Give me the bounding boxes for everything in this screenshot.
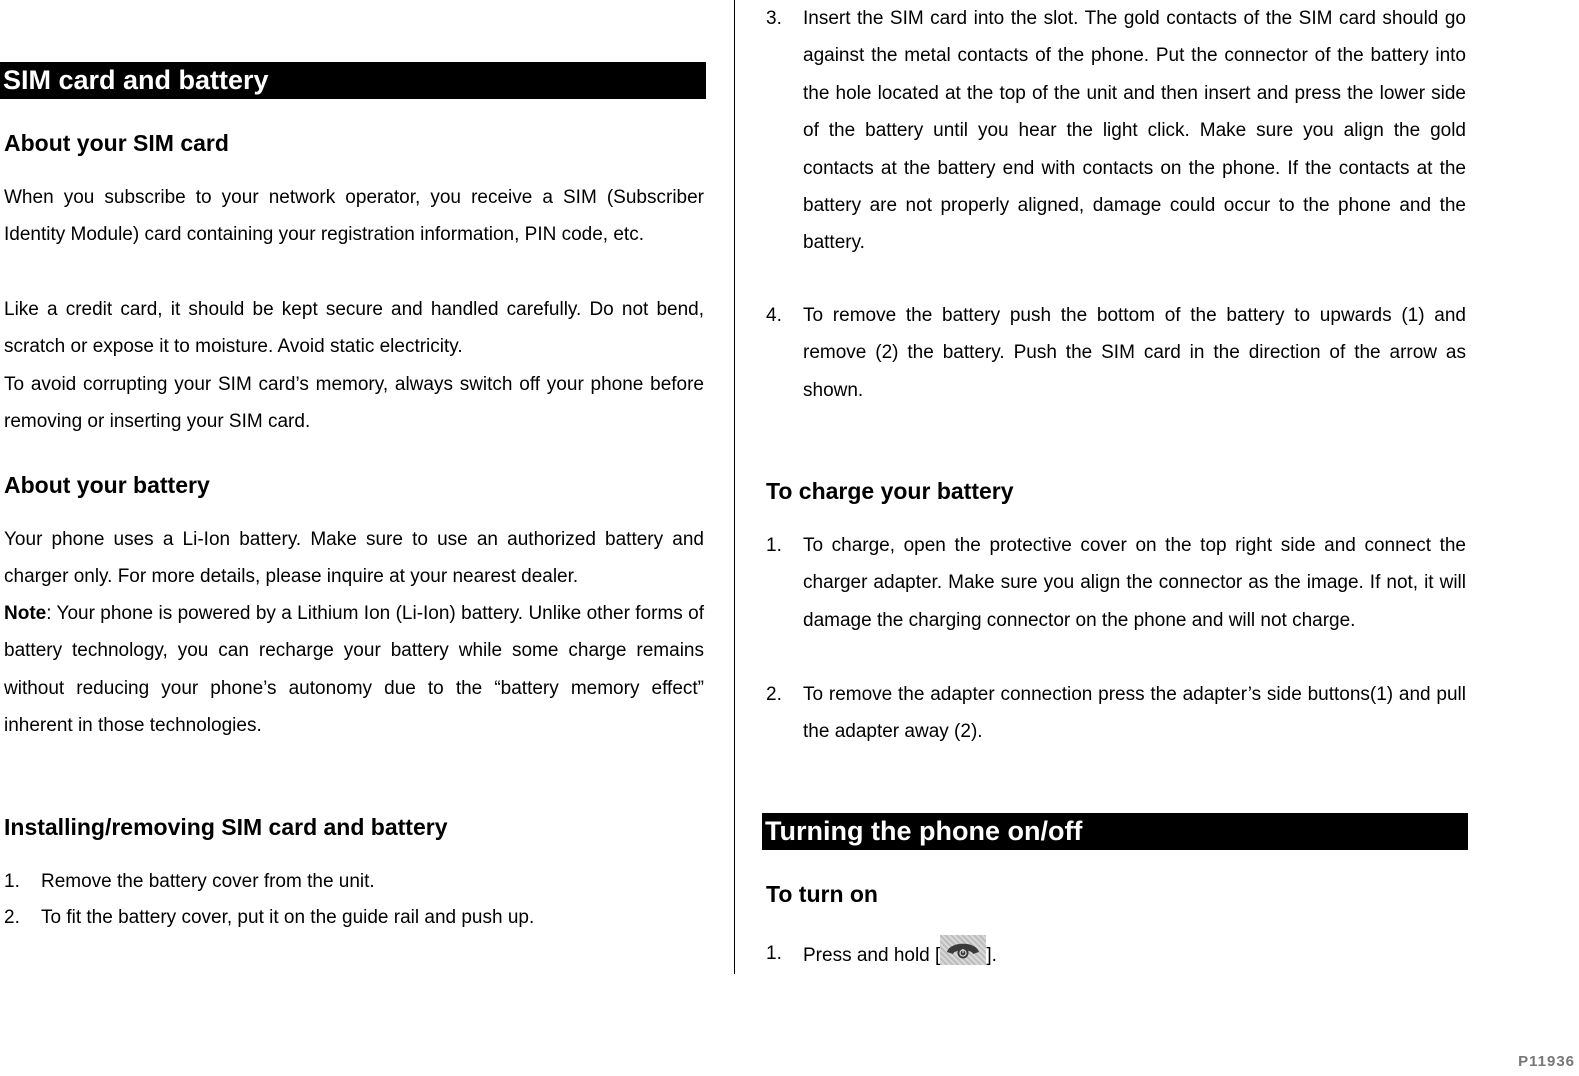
- list-number: 1.: [766, 943, 782, 964]
- note-label: Note: [4, 603, 47, 624]
- page-number: P11936: [1518, 1053, 1575, 1070]
- list-number: 3.: [766, 8, 782, 29]
- list-text: To charge, open the protective cover on the top right side and connect the charger adapter. Make sure you align the connector as the image. If not, it will damage the charging connector on the phone and will not charge.: [803, 535, 1466, 631]
- list-text: Remove the battery cover from the unit.: [41, 871, 375, 892]
- list-item: [766, 676, 1466, 751]
- list-number: 1.: [766, 535, 782, 556]
- sim-paragraph-3: To avoid corrupting your SIM card’s memory, always switch off your phone before removing or inserting your SIM card.: [4, 374, 704, 433]
- list-number: 4.: [766, 305, 782, 326]
- press-hold-suffix: ].: [986, 945, 997, 966]
- section-title-sim-battery: SIM card and battery: [0, 62, 706, 99]
- battery-paragraph-1: Your phone uses a Li-Ion battery. Make sure to use an authorized battery and charger only. For more details, please inquire at your nearest dealer.: [4, 529, 704, 588]
- list-item: [4, 899, 704, 936]
- list-text: Insert the SIM card into the slot. The gold contacts of the SIM card should go against the metal contacts of the phone. Put the connector of the battery into the hole located at the top of the unit and then insert and press the lower side of the battery until you hear the light click. Make sure you align the gold contacts at the battery end with contacts on the phone. If the contacts at the battery are not properly aligned, damage could occur to the phone and the battery.: [803, 8, 1466, 254]
- list-item: [766, 935, 1466, 974]
- list-item: [766, 297, 1466, 409]
- note-text: : Your phone is powered by a Lithium Ion (Li-Ion) battery. Unlike other forms of battery technology, you can recharge your battery while some charge remains without reducing your phone’s autonomy due to the “battery memory effect” inherent in those technologies.: [4, 603, 704, 737]
- list-item: [766, 0, 1466, 262]
- sim-paragraph-2: Like a credit card, it should be kept secure and handled carefully. Do not bend, scratch or expose it to moisture. Avoid static electricity.: [4, 299, 704, 358]
- heading-charge: To charge your battery: [766, 478, 1014, 504]
- list-text: To remove the battery push the bottom of the battery to upwards (1) and remove (2) the battery. Push the SIM card in the direction of the arrow as shown.: [803, 305, 1466, 401]
- list-item: [766, 527, 1466, 639]
- list-text: To remove the adapter connection press the adapter’s side buttons(1) and pull the adapter away (2).: [803, 684, 1466, 743]
- list-number: 2.: [4, 907, 20, 928]
- battery-note-paragraph: [4, 595, 704, 745]
- heading-installing: Installing/removing SIM card and battery: [4, 814, 448, 840]
- sim-paragraph-1: When you subscribe to your network operator, you receive a SIM (Subscriber Identity Module) card containing your registration information, PIN code, etc.: [4, 187, 704, 246]
- heading-turn-on: To turn on: [766, 881, 878, 907]
- list-number: 1.: [4, 871, 20, 892]
- heading-about-sim: About your SIM card: [4, 130, 229, 156]
- list-item: [4, 863, 704, 900]
- section-title-turning-on-off: Turning the phone on/off: [762, 813, 1468, 850]
- column-divider: [734, 0, 735, 974]
- list-text: [803, 935, 1466, 974]
- list-text: To fit the battery cover, put it on the guide rail and push up.: [41, 907, 535, 928]
- power-key-icon: [940, 935, 986, 965]
- heading-about-battery: About your battery: [4, 472, 210, 498]
- list-number: 2.: [766, 684, 782, 705]
- press-hold-prefix: Press and hold [: [803, 945, 941, 966]
